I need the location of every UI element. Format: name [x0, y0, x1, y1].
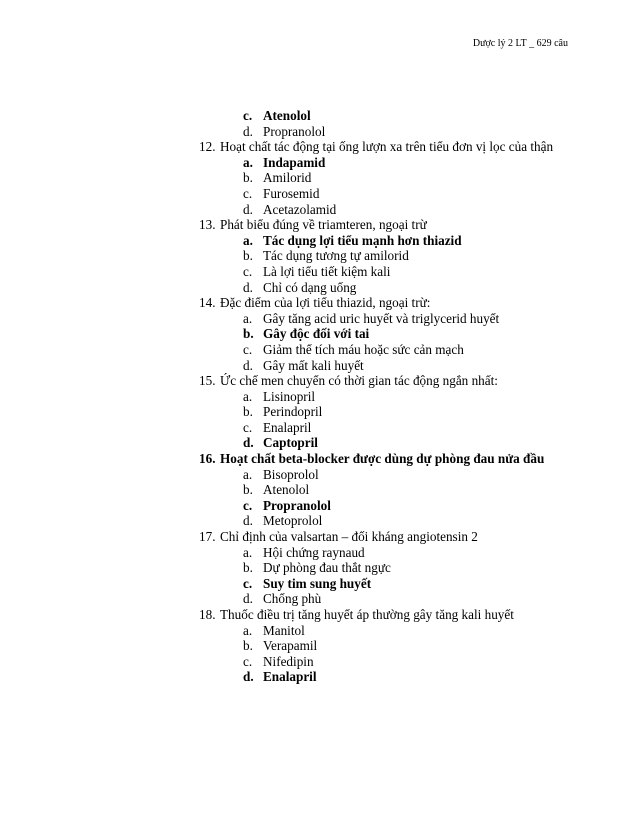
option-letter: d. [243, 513, 253, 529]
answer-option [199, 264, 599, 280]
option-text: Manitol [263, 622, 305, 638]
option-text: Hội chứng raynaud [263, 544, 365, 560]
option-letter: b. [243, 404, 253, 420]
option-letter: c. [243, 108, 253, 123]
answer-option [199, 326, 599, 342]
question-text: Chỉ định của valsartan – đối kháng angiotensin 2 [220, 529, 478, 545]
option-text: Enalapril [263, 669, 317, 685]
option-letter: a. [243, 388, 253, 404]
question-number: 13. [199, 217, 216, 233]
answer-option [199, 576, 599, 592]
question [199, 451, 599, 467]
question-number: 15. [199, 373, 216, 389]
option-text: Captopril [263, 435, 318, 451]
option-letter: c. [243, 263, 253, 279]
answer-option [199, 482, 599, 498]
option-letter: b. [243, 326, 254, 342]
option-letter: b. [243, 482, 253, 498]
question-number: 18. [199, 607, 216, 622]
option-text: Nifedipin [263, 653, 314, 669]
answer-option [199, 591, 599, 607]
option-letter: a. [243, 622, 253, 638]
option-text: Atenolol [263, 482, 310, 498]
option-text: Enalapril [263, 419, 312, 435]
option-text: Chỉ có dạng uống [263, 279, 357, 295]
answer-option [199, 280, 599, 296]
answer-option [199, 420, 599, 436]
question [199, 139, 599, 155]
option-text: Verapamil [263, 638, 318, 654]
option-text: Gây độc đối với tai [263, 326, 370, 342]
option-text: Indapamid [263, 154, 326, 170]
answer-option [199, 233, 599, 249]
answer-option [199, 404, 599, 420]
option-letter: a. [243, 310, 253, 326]
option-text: Propranolol [263, 497, 331, 513]
option-text: Tác dụng tương tự amilorid [263, 248, 409, 264]
option-text: Perindopril [263, 404, 323, 420]
option-letter: a. [243, 232, 253, 248]
answer-option [199, 498, 599, 514]
option-text: Suy tim sung huyết [263, 575, 372, 591]
option-text: Acetazolamid [263, 201, 337, 217]
option-text: Atenolol [263, 108, 311, 123]
option-letter: a. [243, 154, 253, 170]
question-text: Phát biểu đúng về triamteren, ngoại trừ [220, 217, 427, 233]
answer-option [199, 155, 599, 171]
option-text: Propranolol [263, 123, 326, 139]
option-text: Dự phòng đau thắt ngực [263, 560, 391, 576]
question-number: 14. [199, 295, 216, 311]
answer-option [199, 311, 599, 327]
question-text: Hoạt chất tác động tại ống lượn xa trên tiểu đơn vị lọc của thận [220, 139, 554, 155]
answer-option [199, 124, 599, 140]
option-letter: c. [243, 653, 253, 669]
question-number: 12. [199, 139, 216, 155]
option-letter: a. [243, 466, 253, 482]
answer-option [199, 170, 599, 186]
option-letter: a. [243, 544, 253, 560]
option-letter: b. [243, 638, 253, 654]
answer-option [199, 638, 599, 654]
page-header: Dược lý 2 LT _ 629 câu [472, 38, 568, 49]
option-letter: d. [243, 123, 253, 139]
option-letter: d. [243, 591, 253, 607]
option-text: Amilorid [263, 170, 312, 186]
option-letter: b. [243, 170, 253, 186]
question-text: Ức chế men chuyển có thời gian tác động ngắn nhất: [220, 373, 498, 389]
option-text: Gây tăng acid uric huyết và triglycerid huyết [263, 310, 500, 326]
answer-option [199, 435, 599, 451]
answer-option [199, 248, 599, 264]
question [199, 217, 599, 233]
answer-option [199, 467, 599, 483]
answer-option [199, 358, 599, 374]
question [199, 373, 599, 389]
answer-option [199, 108, 599, 124]
answer-option [199, 389, 599, 405]
question-number: 17. [199, 529, 216, 545]
option-text: Là lợi tiểu tiết kiệm kali [263, 263, 391, 279]
option-letter: d. [243, 357, 253, 373]
question-text: Đặc điểm của lợi tiểu thiazid, ngoại trừ: [220, 295, 431, 311]
answer-option [199, 513, 599, 529]
answer-option [199, 669, 599, 685]
option-letter: c. [243, 419, 253, 435]
option-letter: c. [243, 497, 253, 513]
option-text: Tác dụng lợi tiểu mạnh hơn thiazid [263, 232, 462, 248]
question-text: Thuốc điều trị tăng huyết áp thường gây tăng kali huyết [220, 607, 514, 622]
answer-option [199, 186, 599, 202]
option-text: Chống phù [263, 591, 322, 607]
option-letter: d. [243, 201, 253, 217]
option-letter: d. [243, 279, 253, 295]
option-text: Furosemid [263, 185, 320, 201]
option-text: Metoprolol [263, 513, 323, 529]
answer-option [199, 623, 599, 639]
option-text: Gây mất kali huyết [263, 357, 364, 373]
option-text: Bisoprolol [263, 466, 319, 482]
question [199, 529, 599, 545]
option-text: Giảm thể tích máu hoặc sức cản mạch [263, 341, 464, 357]
option-letter: b. [243, 560, 253, 576]
option-letter: b. [243, 248, 253, 264]
answer-option [199, 654, 599, 670]
question-text: Hoạt chất beta-blocker được dùng dự phòng đau nửa đầu [220, 451, 545, 467]
question-number: 16. [199, 451, 216, 467]
question [199, 607, 599, 623]
option-letter: c. [243, 341, 253, 357]
option-letter: d. [243, 435, 254, 451]
option-letter: c. [243, 185, 253, 201]
question-list [199, 108, 599, 685]
answer-option [199, 342, 599, 358]
option-letter: d. [243, 669, 254, 685]
answer-option [199, 202, 599, 218]
option-letter: c. [243, 575, 253, 591]
option-text: Lisinopril [263, 388, 316, 404]
question [199, 295, 599, 311]
answer-option [199, 545, 599, 561]
answer-option [199, 560, 599, 576]
